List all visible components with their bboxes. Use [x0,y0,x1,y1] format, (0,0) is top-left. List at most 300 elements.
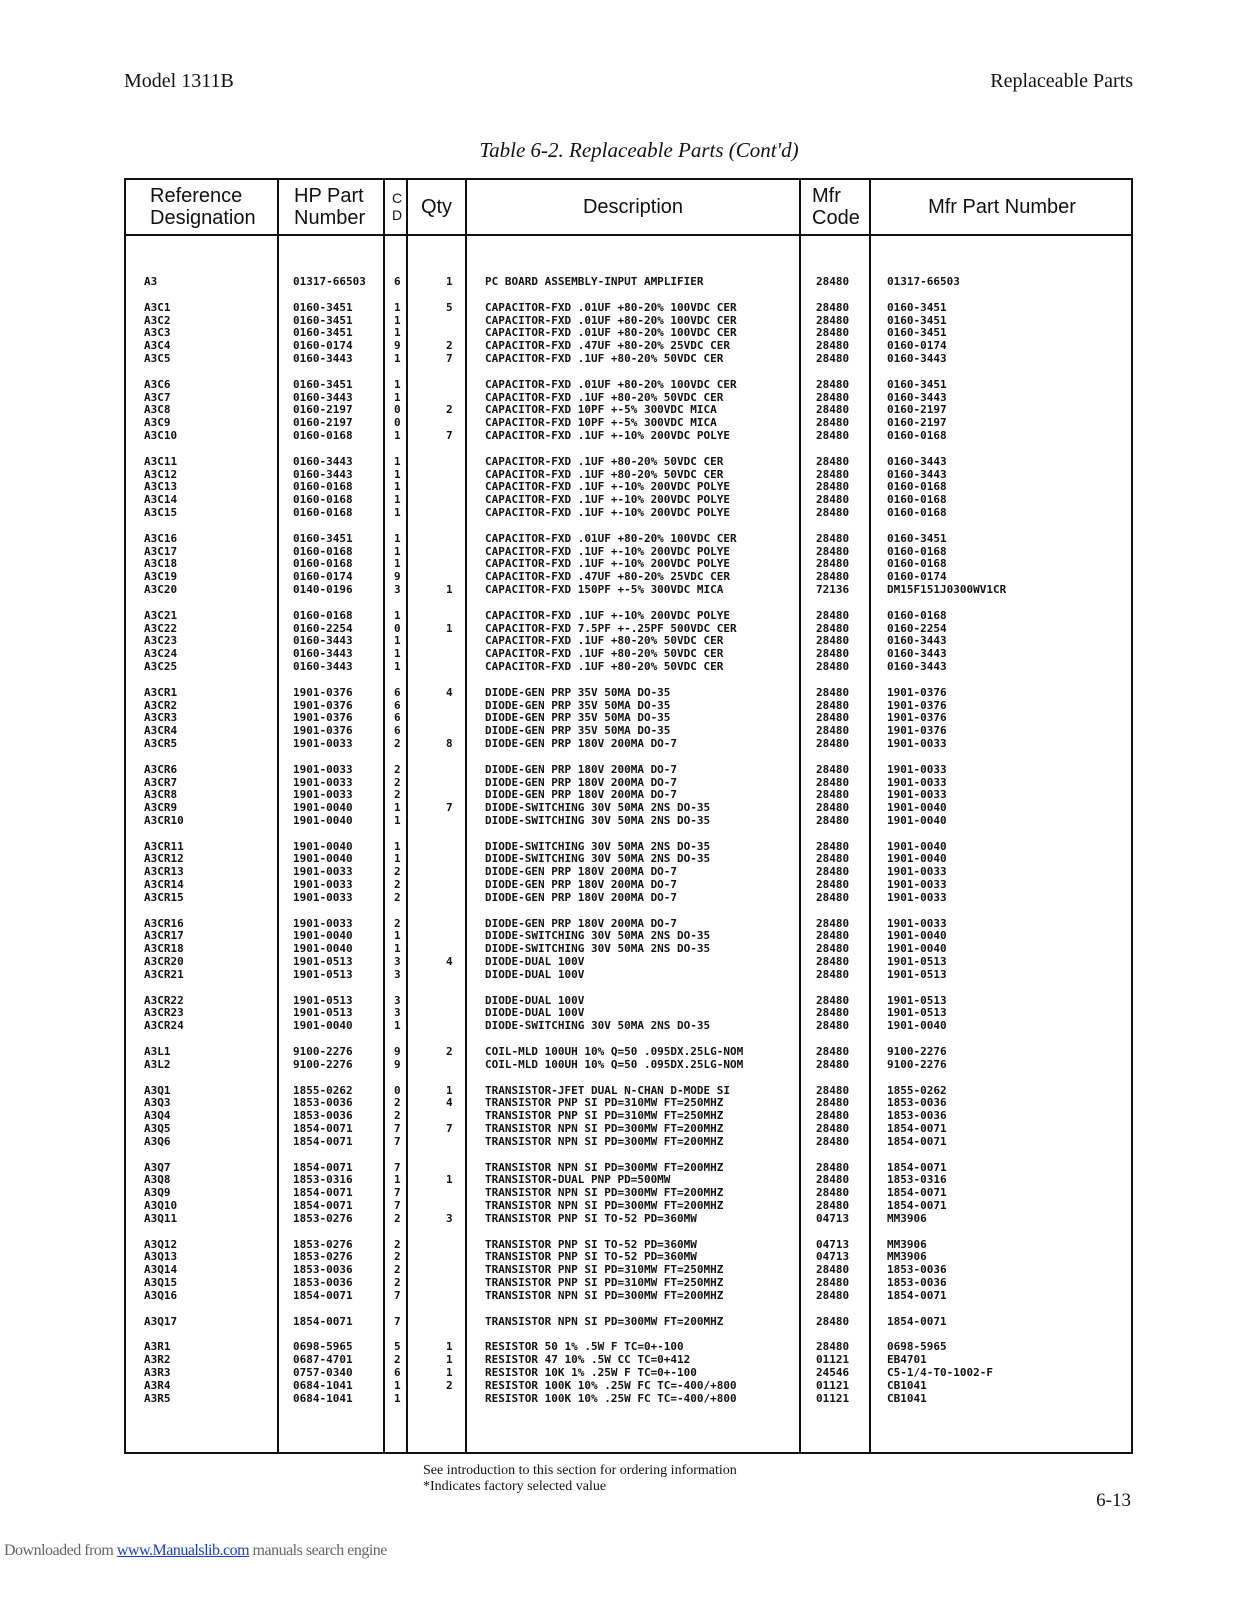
ref-designation: A3C6 [144,377,171,391]
hp-part-number: 1853-0316 [293,1173,353,1187]
mfr-part-number: 1901-0040 [887,813,947,827]
mfr-code: 28480 [816,1057,850,1071]
mfr-part-number: 1901-0033 [887,775,947,789]
cd-digit: 3 [394,967,401,981]
ref-designation: A3CR18 [144,942,184,956]
ref-designation: A3Q16 [144,1288,178,1302]
hp-part-number: 0160-0168 [293,544,353,558]
description: CAPACITOR-FXD .1UF +-10% 200VDC POLYE [485,505,731,519]
hp-part-number: 0160-3451 [293,326,353,340]
description: CAPACITOR-FXD .1UF +-10% 200VDC POLYE [485,544,731,558]
parts-group [126,1239,1131,1303]
qty: 2 [446,1045,453,1059]
mfr-part-number: 1853-0036 [887,1096,947,1110]
mfr-part-number: 1901-0040 [887,839,947,853]
ref-designation: A3CR7 [144,775,178,789]
parts-group [126,533,1131,597]
cd-digit: 3 [394,1006,401,1020]
cd-digit: 1 [394,634,401,648]
mfr-code: 28480 [816,698,850,712]
col-header-mfr-part [871,180,1133,234]
mfr-part-number: 0160-3443 [887,454,947,468]
download-suffix: manuals search engine [249,1542,387,1559]
mfr-part-number: 1901-0040 [887,929,947,943]
ref-designation: A3Q4 [144,1109,171,1123]
hp-part-number: 1853-0276 [293,1237,353,1251]
mfr-code: 28480 [816,416,850,430]
parts-group [126,687,1131,751]
description: TRANSISTOR NPN SI PD=300MW FT=200MHZ [485,1186,724,1200]
col-header-cd [388,180,406,234]
qty: 1 [446,621,453,635]
parts-group [126,918,1131,982]
mfr-part-number: MM3906 [887,1211,927,1225]
ref-designation: A3C23 [144,634,178,648]
description: CAPACITOR-FXD .01UF +80-20% 100VDC CER [485,377,737,391]
mfr-code: 28480 [816,993,850,1007]
qty: 2 [446,339,453,353]
cd-digit: 1 [394,1378,401,1392]
hp-part-number: 0160-2254 [293,621,353,635]
table-row [126,379,1131,392]
cd-digit: 2 [394,1211,401,1225]
table-row [126,1290,1131,1303]
description: CAPACITOR-FXD .1UF +80-20% 50VDC CER [485,390,724,404]
ref-designation: A3CR2 [144,698,178,712]
mfr-part-number: 0160-2254 [887,621,947,635]
description: CAPACITOR-FXD .01UF +80-20% 100VDC CER [485,313,737,327]
mfr-part-number: 1901-0033 [887,878,947,892]
hp-part-number: 1901-0033 [293,788,353,802]
description: COIL-MLD 100UH 10% Q=50 .095DX.25LG-NOM [485,1057,744,1071]
cd-digit: 2 [394,1353,401,1367]
description: RESISTOR 47 10% .5W CC TC=0+412 [485,1353,691,1367]
description: DIODE-SWITCHING 30V 50MA 2NS DO-35 [485,813,711,827]
description: DIODE-GEN PRP 180V 200MA DO-7 [485,788,678,802]
col-header-description [467,180,799,234]
table-row [126,661,1131,674]
description: TRANSISTOR NPN SI PD=300MW FT=200MHZ [485,1288,724,1302]
description: TRANSISTOR NPN SI PD=300MW FT=200MHZ [485,1134,724,1148]
cd-digit: 1 [394,351,401,365]
qty: 1 [446,1340,453,1354]
ref-designation: A3CR8 [144,788,178,802]
qty: 1 [446,1353,453,1367]
qty: 7 [446,1122,453,1136]
cd-digit: 1 [394,493,401,507]
hp-part-number: 1854-0071 [293,1160,353,1174]
ref-designation: A3CR21 [144,967,184,981]
description: DIODE-DUAL 100V [485,1006,585,1020]
hp-part-number: 1901-0040 [293,1019,353,1033]
hp-part-number: 0160-3443 [293,659,353,673]
description: CAPACITOR-FXD .01UF +80-20% 100VDC CER [485,300,737,314]
cd-digit: 7 [394,1186,401,1200]
mfr-part-number: 1853-0036 [887,1276,947,1289]
table-row [126,802,1131,815]
col-header-mfr-code [812,180,860,234]
hp-part-number: 1901-0033 [293,890,353,904]
mfr-code: 28480 [816,929,850,943]
hp-part-number: 9100-2276 [293,1045,353,1059]
parts-rows [126,276,1131,1418]
hp-part-number: 0698-5965 [293,1340,353,1354]
description: CAPACITOR-FXD .01UF +80-20% 100VDC CER [485,326,737,340]
col-header-line: Mfr Part Number [928,196,1076,218]
description: CAPACITOR-FXD 7.5PF +-.25PF 500VDC CER [485,621,737,635]
description: DIODE-SWITCHING 30V 50MA 2NS DO-35 [485,929,711,943]
ref-designation: A3Q14 [144,1263,178,1277]
parts-group [126,1341,1131,1405]
hp-part-number: 1853-0036 [293,1109,353,1123]
mfr-code: 28480 [816,390,850,404]
mfr-code: 28480 [816,1173,850,1187]
cd-digit: 7 [394,1314,401,1328]
mfr-code: 28480 [816,1160,850,1174]
ref-designation: A3L2 [144,1057,171,1071]
cd-digit: 7 [394,1134,401,1148]
hp-part-number: 0684-1041 [293,1391,353,1405]
cd-digit: 6 [394,275,401,288]
hp-part-number: 0160-0168 [293,480,353,494]
cd-digit: 5 [394,1340,401,1354]
qty: 7 [446,801,453,815]
hp-part-number: 0160-2197 [293,416,353,430]
ref-designation: A3CR24 [144,1019,184,1033]
hp-part-number: 0140-0196 [293,582,353,596]
mfr-part-number: 1854-0071 [887,1288,947,1302]
description: CAPACITOR-FXD .1UF +80-20% 50VDC CER [485,467,724,481]
table-caption: Table 6-2. Replaceable Parts (Cont'd) [479,138,799,162]
cd-digit: 3 [394,582,401,596]
cd-digit: 2 [394,775,401,789]
hp-part-number: 1901-0513 [293,967,353,981]
col-header-line: Code [812,207,860,229]
mfr-part-number: 1854-0071 [887,1122,947,1136]
mfr-part-number: 0698-5965 [887,1340,947,1354]
col-header-line: Designation [150,207,256,229]
footnote [423,1463,737,1495]
cd-digit: 1 [394,659,401,673]
cd-digit: 7 [394,1199,401,1213]
mfr-code: 28480 [816,942,850,956]
description: CAPACITOR-FXD .1UF +-10% 200VDC POLYE [485,608,731,622]
parts-group [126,841,1131,905]
ref-designation: A3CR23 [144,1006,184,1020]
table-row [126,353,1131,366]
mfr-code: 28480 [816,608,850,622]
ref-designation: A3L1 [144,1045,171,1059]
description: CAPACITOR-FXD .01UF +80-20% 100VDC CER [485,531,737,545]
hp-part-number: 1854-0071 [293,1186,353,1200]
hp-part-number: 1901-0040 [293,852,353,866]
mfr-part-number: 1901-0513 [887,993,947,1007]
cd-digit: 7 [394,1160,401,1174]
cd-digit: 2 [394,916,401,930]
table-row [126,1200,1131,1213]
cd-digit: 7 [394,1122,401,1136]
mfr-part-number: CB1041 [887,1391,927,1405]
hp-part-number: 0160-0174 [293,570,353,584]
table-row [126,956,1131,969]
table-row [126,648,1131,661]
mfr-part-number: 0160-2197 [887,403,947,417]
mfr-code: 28480 [816,801,850,815]
ref-designation: A3R4 [144,1378,171,1392]
qty: 8 [446,736,453,750]
description: DIODE-GEN PRP 35V 50MA DO-35 [485,685,671,699]
hp-part-number: 0687-4701 [293,1353,353,1367]
mfr-code: 28480 [816,775,850,789]
mfr-part-number: 0160-3443 [887,659,947,673]
description: DIODE-GEN PRP 180V 200MA DO-7 [485,775,678,789]
table-row [126,879,1131,892]
cd-digit: 1 [394,839,401,853]
parts-group [126,995,1131,1033]
mfr-part-number: 1901-0040 [887,1019,947,1033]
cd-digit: 9 [394,1045,401,1059]
table-row [126,969,1131,982]
cd-digit: 6 [394,1365,401,1379]
hp-part-number: 1854-0071 [293,1314,353,1328]
cd-digit: 2 [394,1276,401,1289]
cd-digit: 0 [394,621,401,635]
ref-designation: A3CR9 [144,801,178,815]
description: CAPACITOR-FXD .1UF +80-20% 50VDC CER [485,351,724,365]
mfr-code: 28480 [816,865,850,879]
ref-designation: A3Q15 [144,1276,178,1289]
qty: 4 [446,685,453,699]
mfr-code: 28480 [816,621,850,635]
hp-part-number: 1855-0262 [293,1083,353,1097]
mfr-part-number: 0160-0168 [887,608,947,622]
cd-digit: 1 [394,929,401,943]
hp-part-number: 9100-2276 [293,1057,353,1071]
ref-designation: A3Q10 [144,1199,178,1213]
ref-designation: A3C7 [144,390,171,404]
cd-digit: 1 [394,608,401,622]
col-header-line: Reference [150,185,243,207]
cd-digit: 2 [394,788,401,802]
cd-digit: 1 [394,454,401,468]
ref-designation: A3Q8 [144,1173,171,1187]
hp-part-number: 0160-0168 [293,608,353,622]
qty: 3 [446,1211,453,1225]
ref-designation: A3CR22 [144,993,184,1007]
mfr-part-number: 1901-0033 [887,916,947,930]
ref-designation: A3C10 [144,428,178,442]
mfr-part-number: 1854-0071 [887,1199,947,1213]
col-header-line: Number [294,207,366,229]
description: TRANSISTOR PNP SI PD=310MW FT=250MHZ [485,1263,724,1277]
mfr-code: 28480 [816,275,850,288]
qty: 5 [446,300,453,314]
hp-part-number: 1854-0071 [293,1134,353,1148]
ref-designation: A3CR20 [144,955,184,969]
ref-designation: A3C5 [144,351,171,365]
mfr-part-number: 0160-3451 [887,326,947,340]
parts-group [126,1085,1131,1149]
col-header-line: C [391,190,403,206]
ref-designation: A3Q7 [144,1160,171,1174]
table-row [126,764,1131,777]
description: DIODE-SWITCHING 30V 50MA 2NS DO-35 [485,801,711,815]
qty: 4 [446,1096,453,1110]
mfr-part-number: 0160-3443 [887,390,947,404]
table-row [126,1046,1131,1059]
parts-group [126,379,1131,443]
mfr-part-number: 1901-0040 [887,942,947,956]
manualslib-link[interactable]: www.Manualslib.com [116,1542,250,1559]
cd-digit: 1 [394,544,401,558]
parts-group [126,1162,1131,1226]
cd-digit: 6 [394,698,401,712]
ref-designation: A3C16 [144,531,178,545]
qty: 2 [446,1378,453,1392]
hp-part-number: 1901-0513 [293,993,353,1007]
hp-part-number: 1853-0276 [293,1211,353,1225]
parts-group [126,1316,1131,1329]
table-row [126,1316,1131,1329]
mfr-part-number: 1901-0513 [887,955,947,969]
hp-part-number: 01317-66503 [293,275,366,288]
ref-designation: A3Q1 [144,1083,171,1097]
table-row [126,1367,1131,1380]
ref-designation: A3C12 [144,467,178,481]
header-model: Model 1311B [124,70,234,92]
parts-group [126,302,1131,366]
mfr-code: 28480 [816,1134,850,1148]
description: RESISTOR 10K 1% .25W F TC=0+-100 [485,1365,697,1379]
hp-part-number: 1901-0040 [293,813,353,827]
table-row [126,815,1131,828]
table-row [126,738,1131,751]
mfr-part-number: 0160-0174 [887,570,947,584]
ref-designation: A3C15 [144,505,178,519]
mfr-code: 28480 [816,326,850,340]
ref-designation: A3CR13 [144,865,184,879]
mfr-code: 28480 [816,1276,850,1289]
mfr-code: 28480 [816,916,850,930]
mfr-part-number: 1901-0033 [887,788,947,802]
mfr-code: 28480 [816,1288,850,1302]
ref-designation: A3C24 [144,647,178,661]
col-header-reference [150,180,256,234]
mfr-code: 28480 [816,377,850,391]
mfr-part-number: 1901-0040 [887,852,947,866]
col-header-line: HP Part [294,185,364,207]
mfr-code: 28480 [816,724,850,738]
mfr-part-number: 9100-2276 [887,1045,947,1059]
mfr-code: 28480 [816,1263,850,1277]
mfr-code: 28480 [816,659,850,673]
cd-digit: 1 [394,531,401,545]
qty: 1 [446,1173,453,1187]
mfr-part-number: 1901-0033 [887,865,947,879]
hp-part-number: 1901-0513 [293,955,353,969]
mfr-code: 01121 [816,1353,850,1367]
mfr-part-number: MM3906 [887,1237,927,1251]
description: RESISTOR 50 1% .5W F TC=0+-100 [485,1340,684,1354]
table-row [126,610,1131,623]
description: DIODE-GEN PRP 35V 50MA DO-35 [485,711,671,725]
cd-digit: 1 [394,813,401,827]
cd-digit: 1 [394,942,401,956]
table-row [126,1020,1131,1033]
mfr-code: 28480 [816,313,850,327]
mfr-code: 28480 [816,454,850,468]
description: TRANSISTOR-JFET DUAL N-CHAN D-MODE SI [485,1083,731,1097]
ref-designation: A3Q17 [144,1314,178,1328]
page-number: 6-13 [1096,1490,1131,1511]
qty: 7 [446,351,453,365]
description: DIODE-SWITCHING 30V 50MA 2NS DO-35 [485,839,711,853]
hp-part-number: 1853-0036 [293,1096,353,1110]
description: DIODE-SWITCHING 30V 50MA 2NS DO-35 [485,1019,711,1033]
cd-digit: 2 [394,890,401,904]
ref-designation: A3C13 [144,480,178,494]
parts-group [126,610,1131,674]
table-row [126,687,1131,700]
mfr-part-number: 1854-0071 [887,1186,947,1200]
table-row [126,584,1131,597]
footnote-line: See introduction to this section for ordering information [423,1463,737,1478]
mfr-code: 28480 [816,1083,850,1097]
mfr-part-number: DM15F151J0300WV1CR [887,582,1007,596]
cd-digit: 1 [394,1019,401,1033]
cd-digit: 6 [394,685,401,699]
ref-designation: A3CR12 [144,852,184,866]
cd-digit: 9 [394,339,401,353]
description: CAPACITOR-FXD .47UF +80-20% 25VDC CER [485,570,731,584]
table-row [126,276,1131,289]
hp-part-number: 0160-3443 [293,454,353,468]
parts-group [126,456,1131,520]
description: DIODE-GEN PRP 35V 50MA DO-35 [485,698,671,712]
mfr-code: 28480 [816,852,850,866]
mfr-part-number: 0160-2197 [887,416,947,430]
ref-designation: A3R5 [144,1391,171,1405]
hp-part-number: 0757-0340 [293,1365,353,1379]
mfr-part-number: 0160-0168 [887,505,947,519]
cd-digit: 1 [394,467,401,481]
hp-part-number: 0160-3451 [293,531,353,545]
hp-part-number: 0160-3443 [293,634,353,648]
mfr-part-number: 0160-3451 [887,531,947,545]
description: CAPACITOR-FXD .1UF +-10% 200VDC POLYE [485,480,731,494]
hp-part-number: 1853-0036 [293,1263,353,1277]
ref-designation: A3C17 [144,544,178,558]
mfr-code: 01121 [816,1378,850,1392]
description: COIL-MLD 100UH 10% Q=50 .095DX.25LG-NOM [485,1045,744,1059]
ref-designation: A3R3 [144,1365,171,1379]
ref-designation: A3CR5 [144,736,178,750]
mfr-part-number: 0160-0174 [887,339,947,353]
mfr-part-number: 0160-3451 [887,313,947,327]
mfr-part-number: 0160-3451 [887,300,947,314]
cd-digit: 2 [394,1109,401,1123]
mfr-code: 72136 [816,582,850,596]
mfr-part-number: 0160-3451 [887,377,947,391]
cd-digit: 1 [394,801,401,815]
description: TRANSISTOR PNP SI TO-52 PD=360MW [485,1250,697,1264]
hp-part-number: 1901-0040 [293,942,353,956]
description: DIODE-SWITCHING 30V 50MA 2NS DO-35 [485,852,711,866]
header-section: Replaceable Parts [990,70,1133,92]
mfr-code: 28480 [816,1096,850,1110]
mfr-part-number: 0160-0168 [887,557,947,571]
ref-designation: A3C1 [144,300,171,314]
